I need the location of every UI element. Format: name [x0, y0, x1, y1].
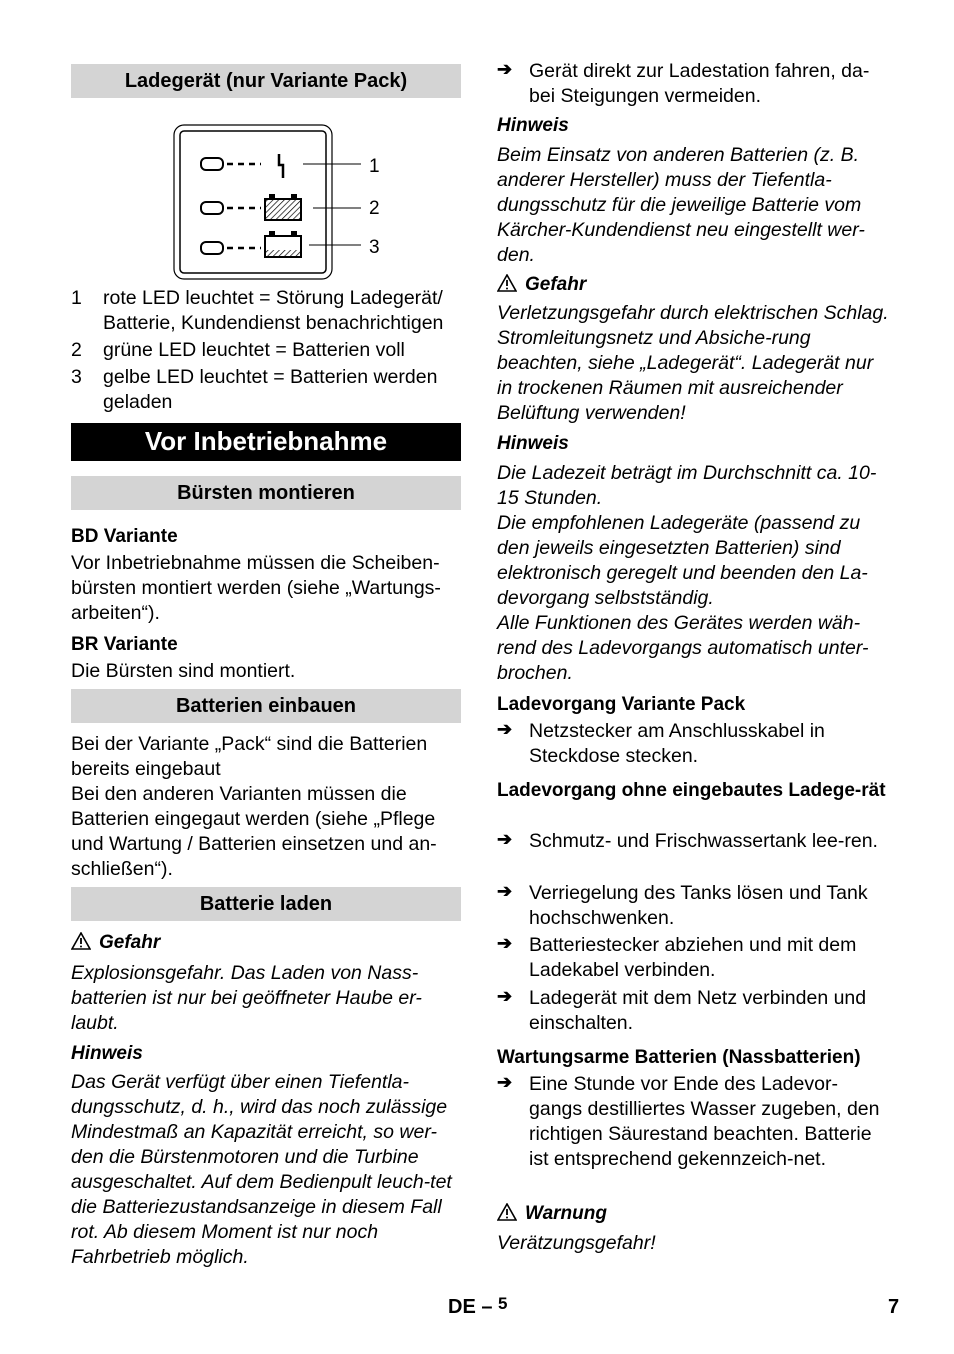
heading-vor-inbetriebnahme: Vor Inbetriebnahme [71, 423, 461, 461]
callout-2: 2 [369, 198, 380, 219]
arrow-right-icon: ➔ [497, 829, 513, 849]
gefahr-2-title: Gefahr [525, 274, 587, 295]
wartung-step [497, 1072, 889, 1172]
arrow-right-icon: ➔ [497, 881, 513, 901]
step-text: Ladegerät mit dem Netz verbinden und einschalten. [529, 987, 867, 1034]
callout-1: 1 [369, 156, 380, 177]
footer-lang-code: DE [448, 1296, 476, 1318]
hinweis-text: Das Gerät verfügt über einen Tiefentla-dungsschutz, d. h., wird das noch zulässige Mindestmaß an Kapazität erreicht, so wer-den die Bürstenmotoren und die Turbine ausgeschaltet. Auf dem Bedienpult leuch-tet die Batteriezustandsanzeige in diesem Fall rot. Ab diesem Moment ist nur noch Fahrbetrieb möglich. [71, 1071, 452, 1268]
footer-page-sub: 5 [498, 1294, 508, 1313]
step-text: Gerät direkt zur Ladestation fahren, da-bei Steigungen vermeiden. [529, 60, 870, 107]
step-text: Verriegelung des Tanks lösen und Tank hochschwenken. [529, 882, 868, 929]
charger-panel-diagram [173, 124, 393, 284]
warnung-heading [497, 1202, 889, 1225]
hinweis-2-p2: Die empfohlenen Ladegeräte (passend zu den jeweils eingesetzten Batterien) sind elektronisch geregelt und beenden den La-devorgang selbstständig. [497, 512, 868, 609]
warning-triangle-icon [497, 274, 517, 292]
gefahr-heading [71, 931, 461, 954]
legend-item-3 [71, 365, 461, 415]
panel-outer-frame [174, 125, 332, 279]
hinweis-title: Hinweis [71, 1043, 143, 1064]
legend-item-1 [71, 286, 461, 336]
arrow-right-icon: ➔ [497, 719, 513, 739]
bd-variante-title: BD Variante [71, 526, 178, 547]
heading-ladegeraet: Ladegerät (nur Variante Pack) [71, 64, 461, 98]
hinweis-2-title: Hinweis [497, 433, 569, 454]
warning-triangle-icon [71, 932, 91, 950]
pack-step [497, 719, 889, 769]
led-green-icon [201, 202, 223, 214]
ohne-title: Ladevorgang ohne eingebautes Ladege-rät [497, 780, 886, 801]
step-text: Batteriestecker abziehen und mit dem Ladekabel verbinden. [529, 934, 857, 981]
warning-triangle-icon [497, 1203, 517, 1221]
hinweis-1-text: Beim Einsatz von anderen Batterien (z. B. anderer Hersteller) muss der Tiefentla-dungsschutz für die jeweilige Batterie vom Kärcher-Kundendienst neu eingestellt wer-den. [497, 144, 865, 266]
gefahr-text: Explosionsgefahr. Das Laden von Nass-batterien ist nur bei geöffneter Haube er-laubt. [71, 962, 422, 1034]
ohne-step-4 [497, 986, 889, 1036]
heading-buersten-montieren: Bürsten montieren [71, 476, 461, 510]
page-number: 7 [888, 1296, 900, 1318]
step-text: Schmutz- und Frischwassertank lee-ren. [529, 830, 878, 852]
led-yellow-icon [201, 242, 223, 254]
bd-variante-text: Vor Inbetriebnahme müssen die Scheiben-bürsten montiert werden (siehe „Wartungs-arbeiten“). [71, 552, 441, 624]
heading-batterien-einbauen: Batterien einbauen [71, 689, 461, 723]
charger-led-figure [173, 124, 493, 284]
ohne-step-1 [497, 829, 889, 854]
legend-number: 3 [71, 366, 82, 388]
gefahr-2-heading [497, 273, 889, 296]
br-variante-title: BR Variante [71, 634, 178, 655]
arrow-right-icon: ➔ [497, 933, 513, 953]
legend-text: grüne LED leuchtet = Batterien voll [103, 339, 405, 361]
legend-number: 2 [71, 339, 82, 361]
warnung-text: Verätzungsgefahr! [497, 1232, 656, 1254]
hinweis-2-p3: Alle Funktionen des Gerätes werden wäh-rend des Ladevorgangs automatisch unter-brochen. [497, 612, 869, 684]
battery-full-icon [265, 194, 301, 220]
warnung-title: Warnung [525, 1203, 607, 1224]
legend-text: rote LED leuchtet = Störung Ladegerät/ Batterie, Kundendienst benachrichtigen [103, 287, 444, 334]
batterien-text-1: Bei der Variante „Pack“ sind die Batterien bereits eingebaut [71, 733, 428, 780]
gefahr-2-text: Verletzungsgefahr durch elektrischen Schlag. Stromleitungsnetz und Absiche-rung beachten, siehe „Ladegerät“. Ladegerät nur in trockenen Räumen mit ausreichender Belüftung verwenden! [497, 302, 889, 424]
hinweis-1-title: Hinweis [497, 115, 569, 136]
gefahr-title: Gefahr [99, 932, 161, 953]
heading-batterie-laden: Batterie laden [71, 887, 461, 921]
step-text: Eine Stunde vor Ende des Ladevor-gangs destilliertes Wasser zugeben, den richtigen Säurestand beachten. Batterie ist entsprechend gekennzeich-net. [529, 1073, 880, 1170]
hinweis-2-p1: Die Ladezeit beträgt im Durchschnitt ca. 10-15 Stunden. [497, 462, 877, 509]
legend-item-2 [71, 338, 461, 363]
batterien-text-2: Bei den anderen Varianten müssen die Batterien eingegaut werden (siehe „Pflege und Wartung / Batterien einsetzen und an-schließen“). [71, 783, 437, 880]
fault-lightning-icon [279, 154, 283, 178]
arrow-right-icon: ➔ [497, 1072, 513, 1092]
br-variante-text: Die Bürsten sind montiert. [71, 660, 296, 682]
ohne-step-3 [497, 933, 889, 983]
legend-text: gelbe LED leuchtet = Batterien werden geladen [103, 366, 438, 413]
step-text: Netzstecker am Anschlusskabel in Steckdose stecken. [529, 720, 825, 767]
arrow-right-icon: ➔ [497, 59, 513, 79]
wartung-title: Wartungsarme Batterien (Nassbatterien) [497, 1047, 861, 1068]
step-ladestation [497, 59, 889, 109]
footer-lang [448, 1296, 508, 1319]
legend-number: 1 [71, 287, 82, 309]
led-red-icon [201, 158, 223, 170]
arrow-right-icon: ➔ [497, 986, 513, 1006]
ohne-step-2 [497, 881, 889, 931]
footer-dash: – [481, 1296, 493, 1318]
battery-charging-icon [265, 231, 301, 257]
callout-3: 3 [369, 237, 380, 258]
pack-title: Ladevorgang Variante Pack [497, 694, 746, 715]
